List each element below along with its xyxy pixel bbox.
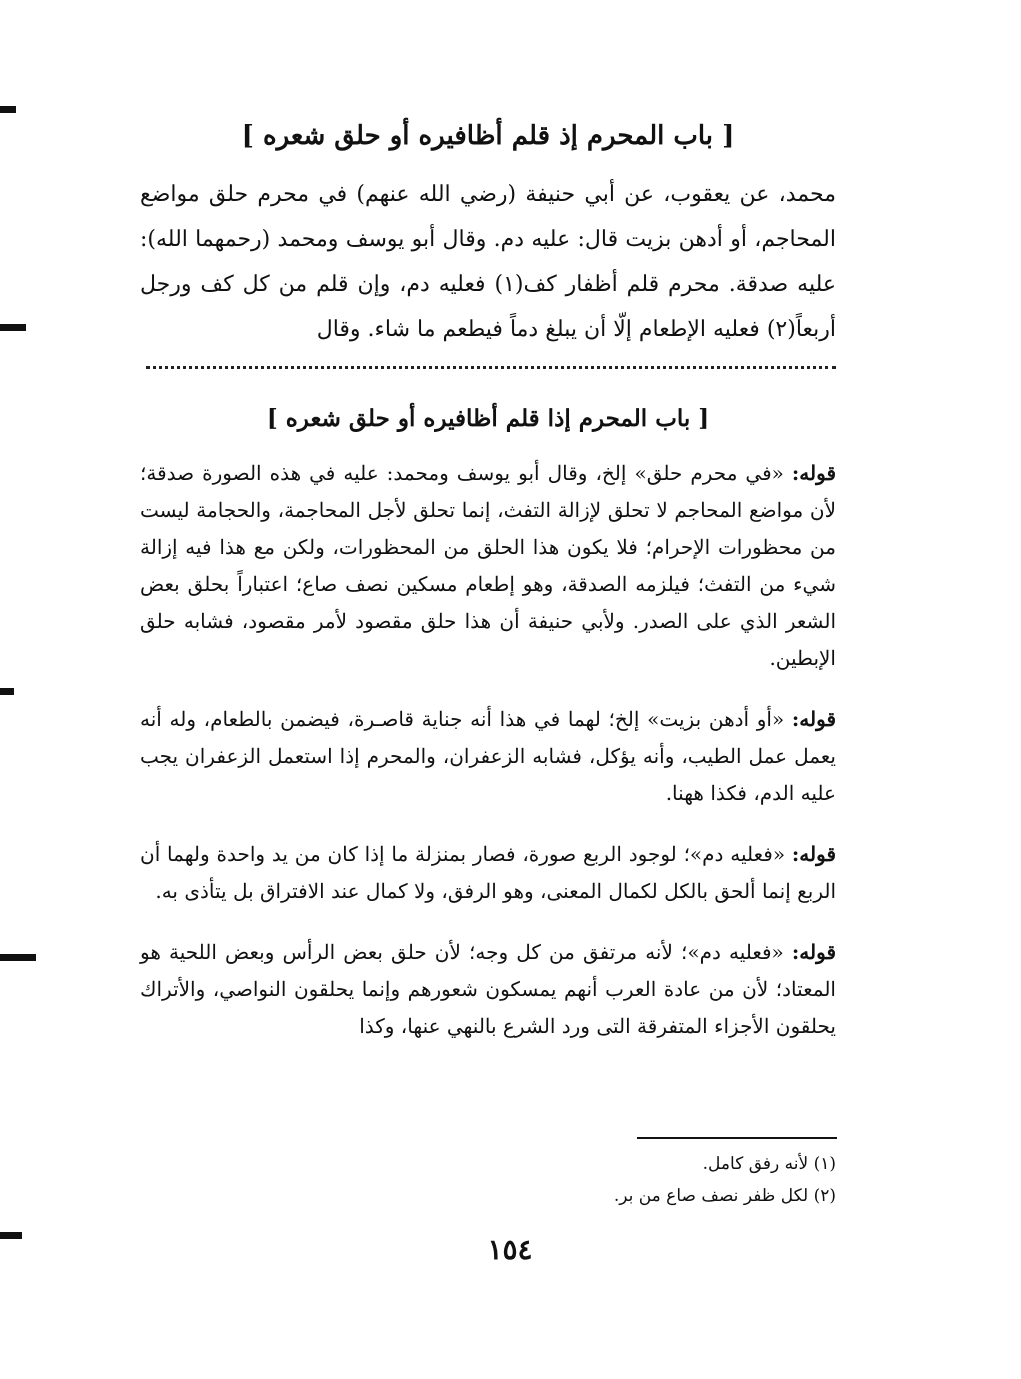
- commentary-heading: [ باب المحرم إذا قلم أظافيره أو حلق شعره ]: [266, 405, 710, 432]
- commentary-paragraph: [140, 836, 836, 910]
- main-text-paragraph: محمد، عن يعقوب، عن أبي حنيفة (رضي الله عنهم) في محرم حلق مواضع المحاجم، أو أدهن بزيت قال: عليه دم. وقال أبو يوسف ومحمد (رحمهما الله): عليه صدقة. محرم قلم أظفار كف(١) فعليه دم، وإن قلم من كل كف ورجل أربعاً(٢) فعليه الإطعام إلّا أن يبلغ دماً فيطعم ما شاء. وقال: [140, 182, 837, 342]
- scan-edge-mark: [0, 688, 14, 695]
- commentary-text: «فعليه دم»؛ لوجود الربع صورة، فصار بمنزلة ما إذا كان من يد واحدة ولهما أن الربع إنما ألحق بالكل لكمال المعنى، وهو الرفق، ولا كمال عند الافتراق بل يتأذى به.: [140, 842, 836, 903]
- commentary-lead: قوله:: [791, 940, 836, 964]
- scan-edge-mark: [0, 954, 36, 961]
- commentary-lead: قوله:: [791, 707, 836, 731]
- commentary-paragraph: [140, 455, 836, 677]
- main-heading: [ باب المحرم إذ قلم أظافيره أو حلق شعره ]: [241, 121, 735, 151]
- page-number: ١٥٤: [487, 1233, 533, 1266]
- commentary-lead: قوله:: [791, 842, 836, 866]
- footnote-item: (١) لأنه رفق كامل.: [702, 1154, 836, 1174]
- commentary-body: [140, 455, 836, 1069]
- commentary-text: «أو أدهن بزيت» إلخ؛ لهما في هذا أنه جناية قاصـرة، فيضمن بالطعام، وله أنه يعمل عمل الطيب، وأنه يؤكل، فشابه الزعفران، والمحرم إذا استعمل الزعفران يجب عليه الدم، فكذا ههنا.: [140, 707, 836, 805]
- scan-edge-mark: [0, 106, 16, 113]
- footnotes: [500, 1148, 836, 1212]
- section-divider: [146, 366, 836, 377]
- scan-edge-mark: [0, 1232, 22, 1239]
- commentary-text: «فعليه دم»؛ لأنه مرتفق من كل وجه؛ لأن حلق بعض الرأس وبعض اللحية هو المعتاد؛ لأن من عادة العرب أنهم يمسكون شعورهم وإنما يحلقون النواصي، والأتراك يحلقون الأجزاء المتفرقة التى ورد الشرع بالنهي عنها، وكذا: [140, 940, 836, 1038]
- footnote-separator: [637, 1137, 837, 1139]
- footnote-item: (٢) لكل ظفر نصف صاع من بر.: [613, 1186, 836, 1206]
- commentary-lead: قوله:: [791, 461, 836, 485]
- commentary-paragraph: [140, 701, 836, 812]
- commentary-text: «في محرم حلق» إلخ، وقال أبو يوسف ومحمد: عليه في هذه الصورة صدقة؛ لأن مواضع المحاجم لا تحلق لإزالة التفث، إنما تحلق لأجل المحاجمة، والحجامة ليست من محظورات الإحرام؛ فلا يكون هذا الحلق من المحظورات، ولكن مع هذا فيه إزالة شيء من التفث؛ فيلزمه الصدقة، وهو إطعام مسكين نصف صاع؛ اعتباراً بحلق بعض الشعر الذي على الصدر. ولأبي حنيفة أن هذا حلق مقصود لأمر مقصود، فشابه حلق الإبطين.: [140, 461, 836, 670]
- scan-edge-mark: [0, 324, 26, 331]
- commentary-paragraph: [140, 934, 836, 1045]
